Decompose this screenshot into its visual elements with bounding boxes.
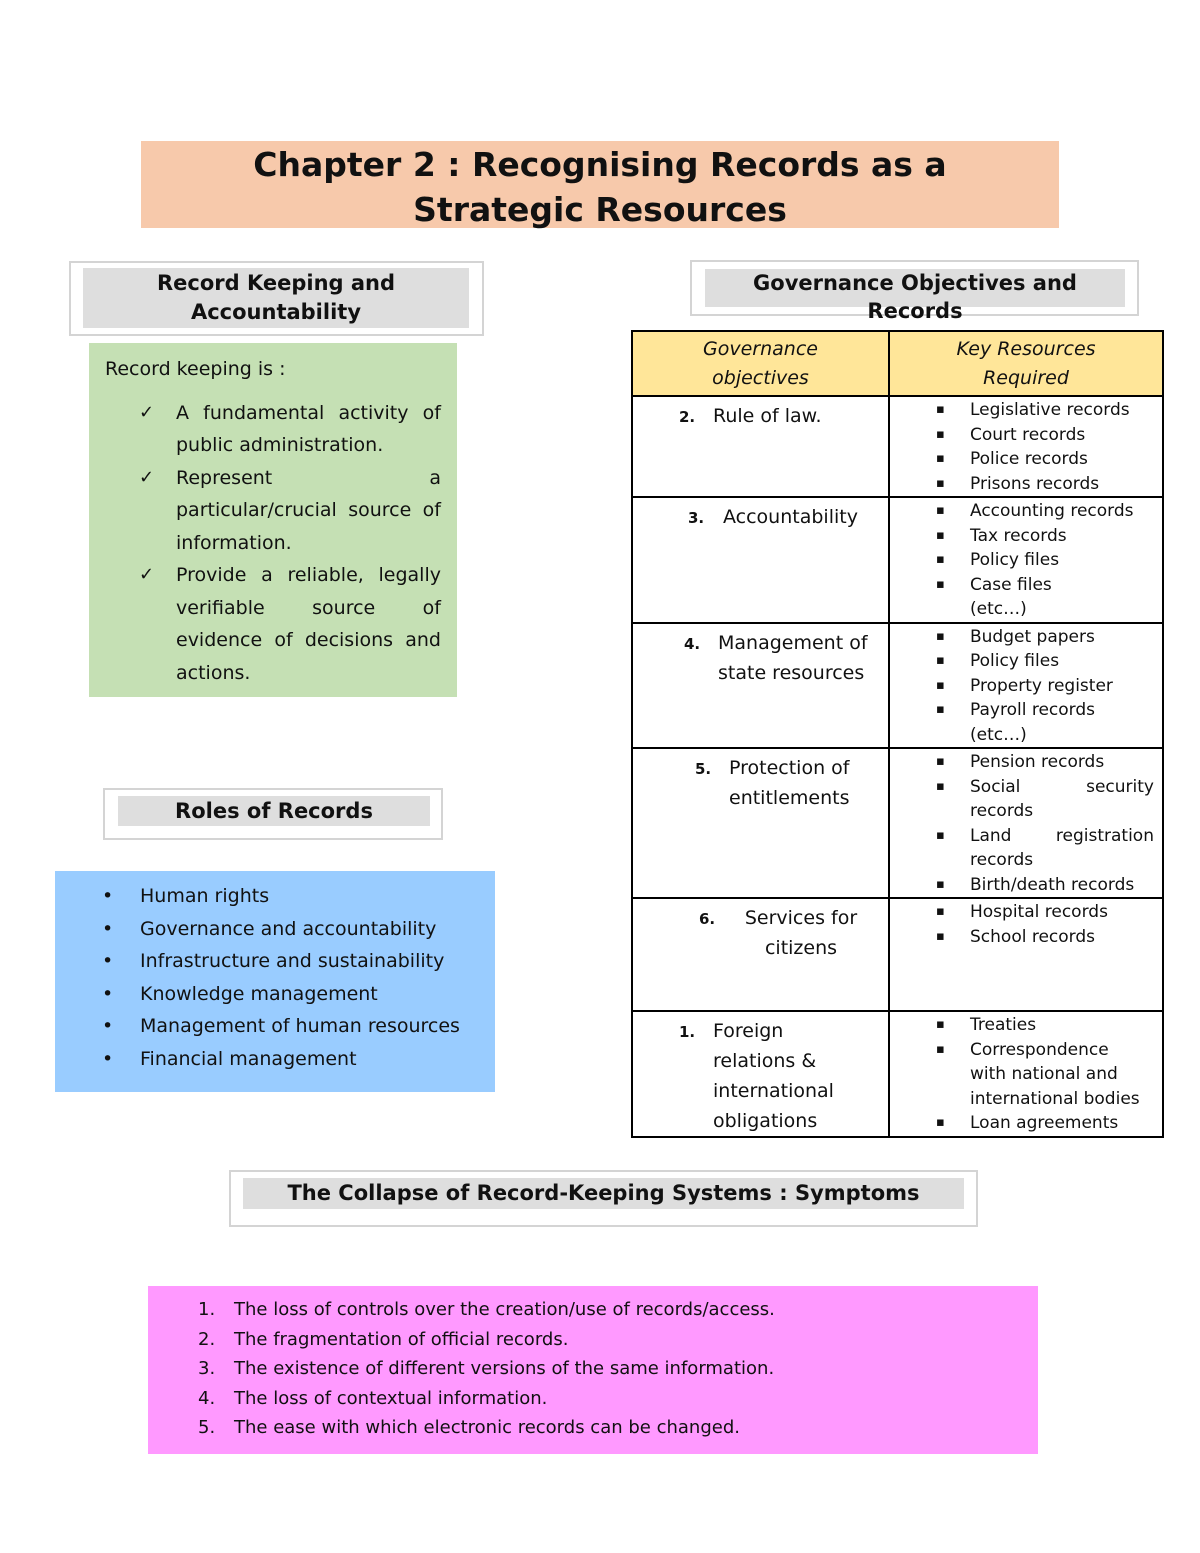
collapse-heading-frame	[229, 1170, 978, 1227]
bullet-icon: ▪	[936, 576, 945, 592]
bullet-icon: •	[102, 982, 114, 1005]
table-row	[632, 396, 1163, 497]
collapse-heading: The Collapse of Record-Keeping Systems : Symptoms	[243, 1178, 964, 1209]
chapter-title-line2: Strategic Resources	[413, 190, 787, 229]
resources-cell	[889, 1011, 1163, 1137]
bullet-icon: •	[102, 917, 114, 940]
bullet-icon: ▪	[936, 1041, 945, 1057]
resources-cell	[889, 748, 1163, 898]
bullet-icon: ▪	[936, 527, 945, 543]
record-keeping-heading	[83, 268, 469, 328]
bullet-icon: •	[102, 1047, 114, 1070]
roles-box	[55, 871, 495, 1092]
resources-cell	[889, 623, 1163, 749]
list-item: 1. The loss of controls over the creation/use of records/access.	[198, 1299, 775, 1320]
record-keeping-heading-line2: Accountability	[190, 300, 362, 324]
list-item: ▪ Birth/death records	[890, 873, 1162, 898]
record-keeping-heading-line1: Record Keeping and	[156, 271, 396, 295]
record-keeping-point: ✓ Provide a reliable, legally verifiable source of evidence of decisions and actions.	[105, 559, 441, 689]
symptoms-box	[148, 1286, 1038, 1454]
record-keeping-points	[105, 397, 441, 690]
list-item: ▪ School records	[890, 925, 1162, 950]
bullet-icon: ▪	[936, 503, 945, 518]
table-row	[632, 748, 1163, 898]
objective-cell: 5. Protection of entitlements	[632, 748, 889, 898]
list-item: ▪ Pension records	[890, 750, 1162, 775]
list-item: ▪ Land registration records	[936, 825, 1154, 870]
table-header-row	[632, 331, 1163, 396]
list-item: 5. The ease with which electronic records can be changed.	[198, 1417, 740, 1438]
governance-heading-frame	[690, 260, 1139, 323]
bullet-icon: ▪	[936, 653, 945, 668]
list-item: 3. The existence of different versions of the same information.	[198, 1358, 775, 1379]
record-keeping-point: ✓ Represent a particular/crucial source of information.	[105, 462, 441, 560]
bullet-icon: ▪	[936, 552, 945, 567]
bullet-icon: ▪	[936, 1115, 945, 1130]
list-item: • Governance and accountability	[55, 913, 495, 946]
bullet-icon: ▪	[936, 451, 945, 466]
bullet-icon: ▪	[936, 628, 945, 644]
resources-cell	[889, 898, 1163, 1011]
list-item: ▪ Correspondence with national and international bodies	[936, 1039, 1140, 1109]
bullet-icon: ▪	[936, 827, 945, 843]
list-item: ▪ Prisons records	[890, 472, 1162, 497]
col-header-objectives: Governance objectives	[632, 331, 889, 396]
list-item: ▪ Court records	[890, 423, 1162, 448]
resources-cell	[889, 497, 1163, 623]
objective-cell: 2. Rule of law.	[632, 396, 889, 497]
roles-heading-frame	[103, 788, 443, 840]
bullet-icon: ▪	[936, 754, 945, 769]
list-item: ▪ Payroll records (etc…)	[936, 700, 1095, 745]
list-item: ▪ Policy files	[890, 548, 1162, 573]
record-keeping-point: ✓ A fundamental activity of public administration.	[105, 397, 441, 462]
governance-heading: Governance Objectives and Records	[705, 269, 1125, 307]
list-item: ▪ Case files (etc…)	[936, 574, 1052, 619]
table-row	[632, 497, 1163, 623]
symptoms-list	[148, 1295, 1038, 1443]
list-item: • Human rights	[55, 880, 495, 913]
list-item: ▪ Property register	[890, 674, 1162, 699]
checkmark-icon: ✓	[139, 564, 155, 585]
checkmark-icon: ✓	[139, 466, 155, 488]
list-item: ▪ Police records	[890, 447, 1162, 472]
list-item: ▪ Tax records	[890, 524, 1162, 549]
bullet-icon: ▪	[936, 475, 945, 491]
resources-cell	[889, 396, 1163, 497]
col-header-resources: Key Resources Required	[889, 331, 1163, 396]
objective-cell: 3. Accountability	[632, 497, 889, 623]
objective-cell: 4. Management of state resources	[632, 623, 889, 749]
list-item: ▪ Policy files	[890, 649, 1162, 674]
bullet-icon: ▪	[936, 1017, 945, 1032]
bullet-icon: ▪	[936, 402, 945, 417]
record-keeping-box	[89, 343, 457, 697]
list-item: • Infrastructure and sustainability	[55, 945, 495, 978]
bullet-icon: ▪	[936, 928, 945, 944]
roles-heading: Roles of Records	[118, 796, 430, 826]
list-item: ▪ Hospital records	[890, 900, 1162, 925]
bullet-icon: ▪	[936, 426, 945, 442]
table-row	[632, 623, 1163, 749]
bullet-icon: •	[102, 885, 114, 907]
list-item: • Financial management	[55, 1043, 495, 1076]
roles-list	[55, 880, 495, 1075]
bullet-icon: ▪	[936, 702, 945, 717]
checkmark-icon: ✓	[139, 401, 155, 423]
chapter-title-line1: Chapter 2 : Recognising Records as a	[253, 145, 947, 184]
bullet-icon: •	[102, 1015, 114, 1037]
record-keeping-lead: Record keeping is :	[105, 358, 286, 380]
list-item: • Management of human resources	[55, 1010, 495, 1043]
list-item: ▪ Social security records	[936, 776, 1154, 821]
objective-cell: 6. Services for citizens	[632, 898, 889, 1011]
list-item: ▪ Treaties	[890, 1013, 1162, 1038]
list-item: ▪ Legislative records	[890, 398, 1162, 423]
governance-table	[631, 330, 1164, 1138]
record-keeping-heading-frame	[69, 261, 484, 336]
list-item: 2. The fragmentation of official records.	[198, 1328, 569, 1350]
list-item: ▪ Loan agreements	[890, 1111, 1162, 1136]
table-row	[632, 898, 1163, 1011]
list-item: ▪ Budget papers	[890, 625, 1162, 650]
objective-cell: 1. Foreign relations & international obligations	[632, 1011, 889, 1137]
list-item: ▪ Accounting records	[890, 499, 1162, 524]
bullet-icon: •	[102, 950, 114, 972]
chapter-title-banner	[141, 141, 1059, 228]
bullet-icon: ▪	[936, 876, 945, 892]
list-item: • Knowledge management	[55, 978, 495, 1011]
bullet-icon: ▪	[936, 778, 945, 794]
table-row	[632, 1011, 1163, 1137]
bullet-icon: ▪	[936, 904, 945, 919]
bullet-icon: ▪	[936, 677, 945, 693]
list-item: 4. The loss of contextual information.	[198, 1387, 548, 1409]
